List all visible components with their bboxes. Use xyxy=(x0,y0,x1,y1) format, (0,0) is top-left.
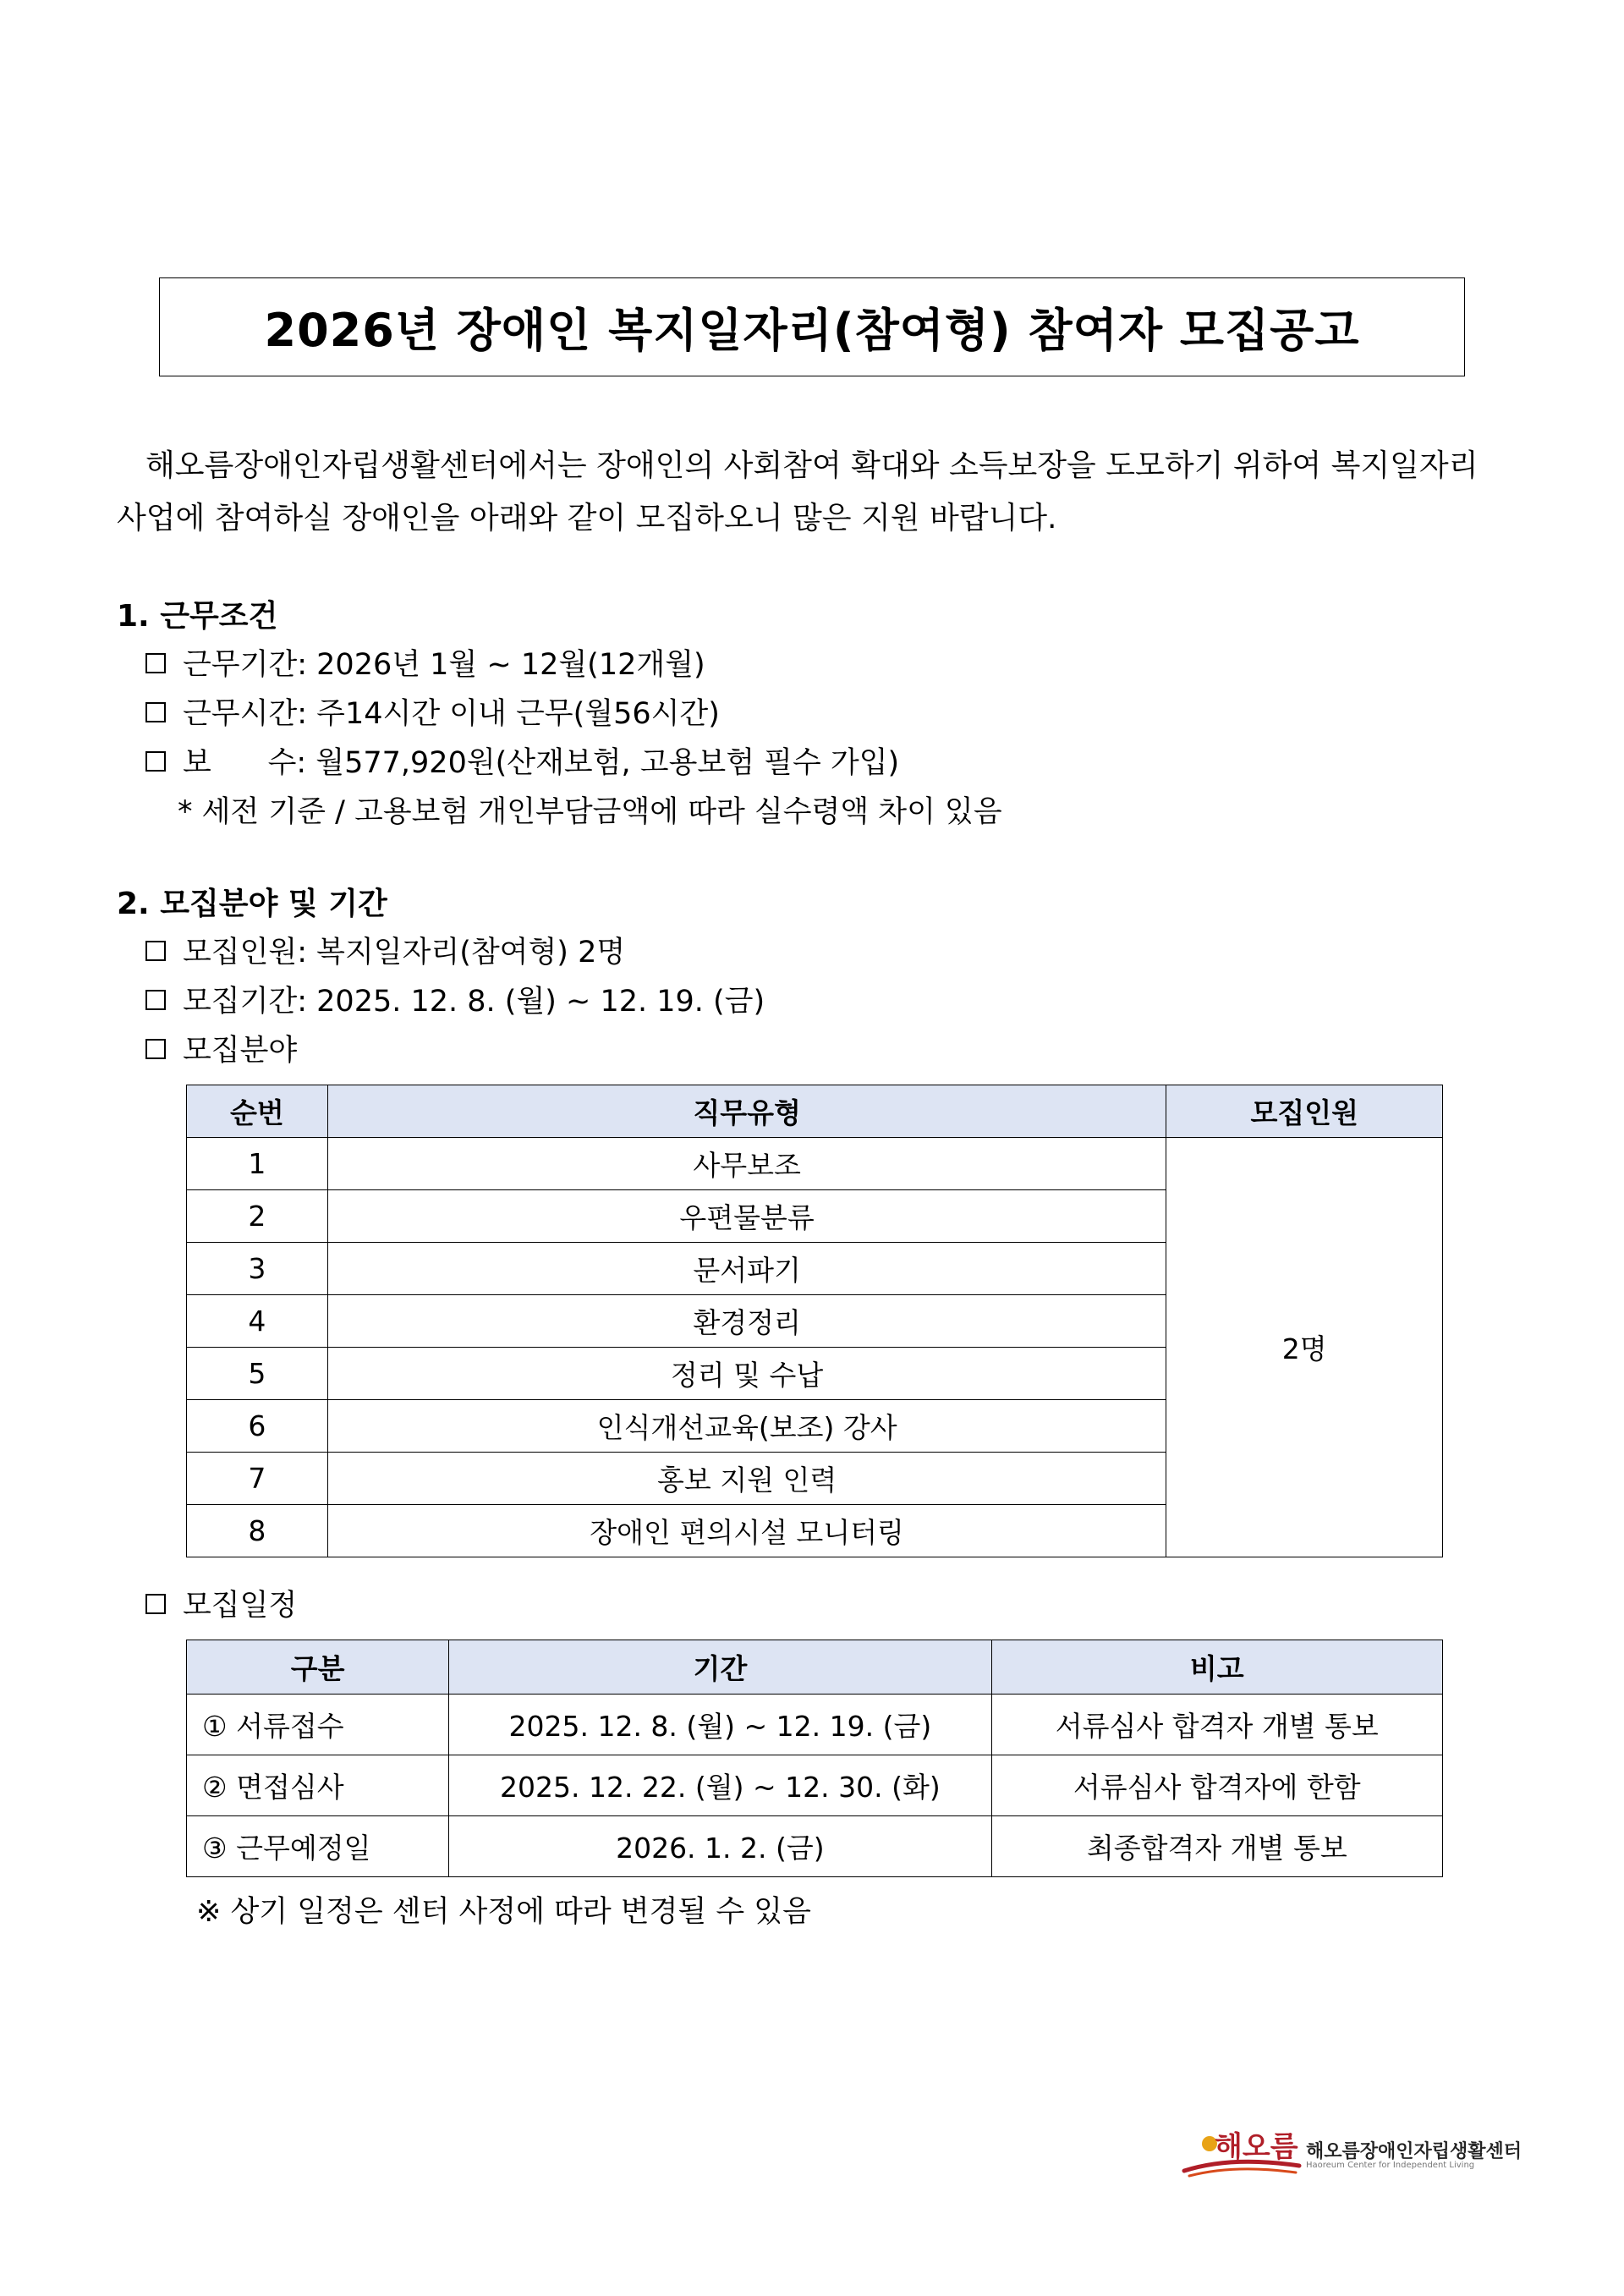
row-category: ② 면접심사 xyxy=(187,1755,449,1816)
row-number: 6 xyxy=(187,1400,328,1453)
salary-item: 보 수: 월577,920원(산재보험, 고용보험 필수 가입) xyxy=(145,739,899,782)
checkbox-square-icon xyxy=(145,990,166,1010)
row-number: 1 xyxy=(187,1138,328,1190)
logo-center-name: 해오름장애인자립생활센터 xyxy=(1306,2141,1522,2162)
table-row xyxy=(187,1695,1443,1755)
row-period: 2025. 12. 22. (월) ~ 12. 30. (화) xyxy=(449,1755,991,1816)
table-row xyxy=(187,1755,1443,1816)
header-number: 순번 xyxy=(187,1085,328,1138)
recruit-period-item: 모집기간: 2025. 12. 8. (월) ~ 12. 19. (금) xyxy=(145,978,765,1020)
row-job-type: 우편물분류 xyxy=(327,1190,1166,1243)
checkbox-square-icon xyxy=(145,702,166,722)
row-period: 2025. 12. 8. (월) ~ 12. 19. (금) xyxy=(449,1695,991,1755)
header-remarks: 비고 xyxy=(991,1640,1442,1695)
intro-paragraph xyxy=(117,440,1512,545)
logo-mark-text: 해오름 xyxy=(1215,2130,1298,2164)
row-remarks: 최종합격자 개별 통보 xyxy=(991,1816,1442,1877)
schedule-footnote: ※ 상기 일정은 센터 사정에 따라 변경될 수 있음 xyxy=(196,1895,811,1929)
row-remarks: 서류심사 합격자에 한함 xyxy=(991,1755,1442,1816)
recruit-count-item: 모집인원: 복지일자리(참여형) 2명 xyxy=(145,929,625,971)
salary-note: * 세전 기준 / 고용보험 개인부담금액에 따라 실수령액 차이 있음 xyxy=(178,795,1002,829)
row-job-type: 환경정리 xyxy=(327,1295,1166,1348)
header-period: 기간 xyxy=(449,1640,991,1695)
row-job-type: 장애인 편의시설 모니터링 xyxy=(327,1505,1166,1557)
row-job-type: 인식개선교육(보조) 강사 xyxy=(327,1400,1166,1453)
work-hours-item: 근무시간: 주14시간 이내 근무(월56시간) xyxy=(145,690,720,733)
schedule-item: 모집일정 xyxy=(145,1582,297,1624)
table-row xyxy=(187,1138,1443,1190)
header-recruit-count: 모집인원 xyxy=(1166,1085,1443,1138)
row-number: 8 xyxy=(187,1505,328,1557)
schedule-table xyxy=(186,1640,1443,1877)
logo-english-name: Haoreum Center for Independent Living xyxy=(1306,2161,1475,2170)
section-1-heading: 1. 근무조건 xyxy=(117,599,278,634)
row-number: 5 xyxy=(187,1348,328,1400)
row-job-type: 문서파기 xyxy=(327,1243,1166,1295)
row-period: 2026. 1. 2. (금) xyxy=(449,1816,991,1877)
table-header-row xyxy=(187,1640,1443,1695)
row-category: ③ 근무예정일 xyxy=(187,1816,449,1877)
checkbox-square-icon xyxy=(145,653,166,673)
table-header-row xyxy=(187,1085,1443,1138)
intro-line-2: 사업에 참여하실 장애인을 아래와 같이 모집하오니 많은 지원 바랍니다. xyxy=(117,501,1057,536)
row-job-type: 홍보 지원 인력 xyxy=(327,1453,1166,1505)
document-title: 2026년 장애인 복지일자리(참여형) 참여자 모집공고 xyxy=(159,277,1465,376)
center-logo xyxy=(1181,2122,1522,2181)
checkbox-square-icon xyxy=(145,1594,166,1614)
row-remarks: 서류심사 합격자 개별 통보 xyxy=(991,1695,1442,1755)
row-number: 4 xyxy=(187,1295,328,1348)
work-period-item: 근무기간: 2026년 1월 ~ 12월(12개월) xyxy=(145,641,705,684)
recruit-field-table xyxy=(186,1085,1443,1557)
row-number: 3 xyxy=(187,1243,328,1295)
recruit-field-item: 모집분야 xyxy=(145,1027,297,1069)
row-job-type: 사무보조 xyxy=(327,1138,1166,1190)
header-job-type: 직무유형 xyxy=(327,1085,1166,1138)
row-category: ① 서류접수 xyxy=(187,1695,449,1755)
checkbox-square-icon xyxy=(145,751,166,772)
checkbox-square-icon xyxy=(145,1039,166,1059)
row-number: 7 xyxy=(187,1453,328,1505)
checkbox-square-icon xyxy=(145,941,166,961)
header-category: 구분 xyxy=(187,1640,449,1695)
row-job-type: 정리 및 수납 xyxy=(327,1348,1166,1400)
row-number: 2 xyxy=(187,1190,328,1243)
section-2-heading: 2. 모집분야 및 기간 xyxy=(117,887,387,921)
total-recruit-count: 2명 xyxy=(1166,1138,1443,1557)
table-row xyxy=(187,1816,1443,1877)
intro-line-1: 해오름장애인자립생활센터에서는 장애인의 사회참여 확대와 소득보장을 도모하기 위하여 복지일자리 xyxy=(145,448,1479,483)
